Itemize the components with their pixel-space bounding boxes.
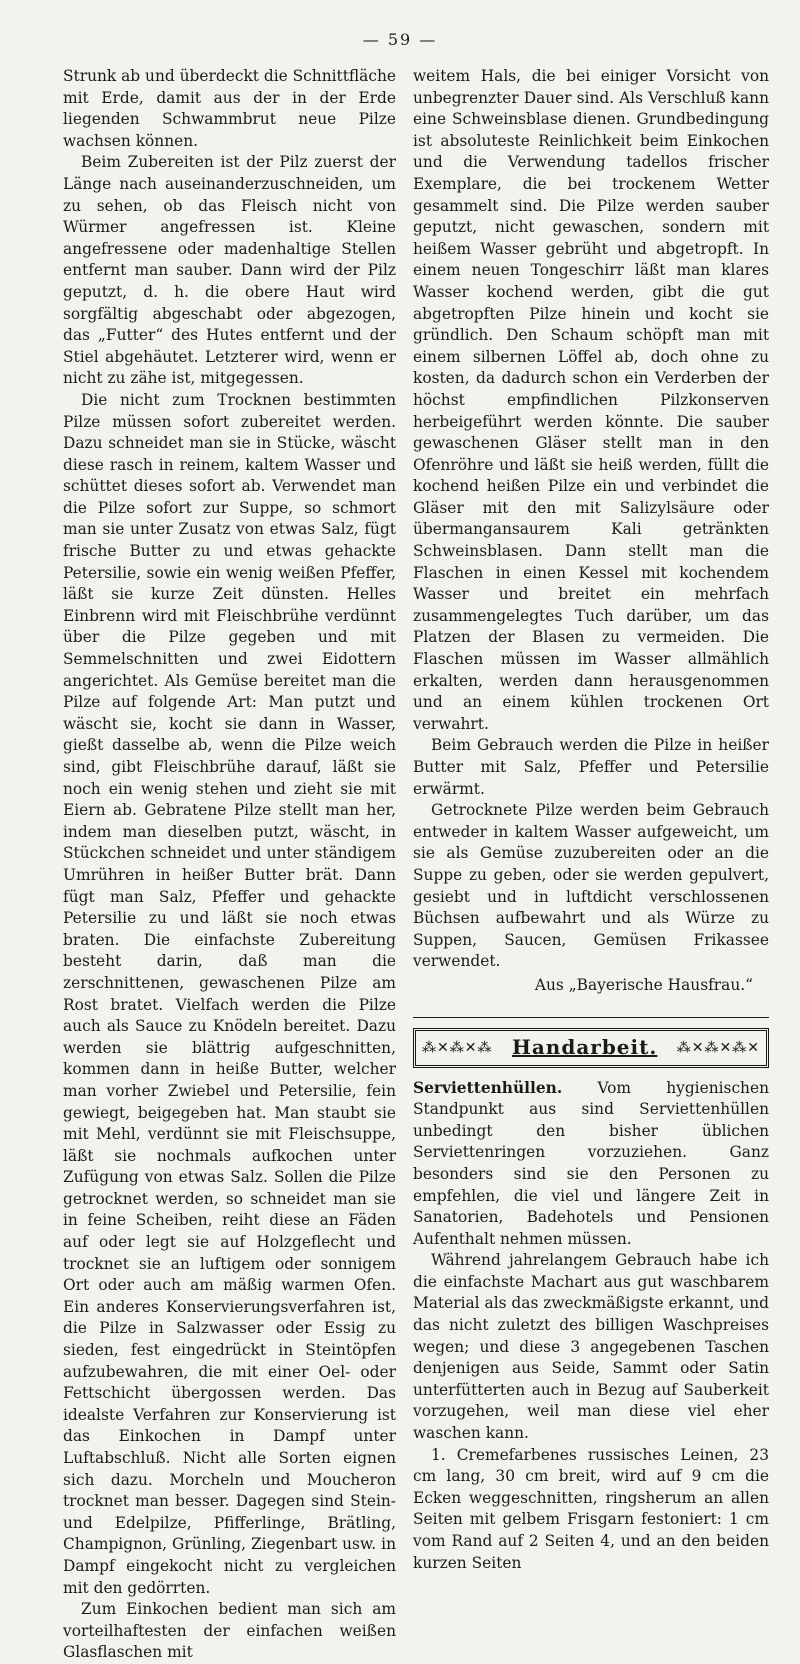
- section-title: Handarbeit.: [511, 1034, 658, 1059]
- paragraph: Beim Gebrauch werden die Pilze in heißer Butter mit Salz, Pfeffer und Petersilie erwärmt.: [413, 736, 769, 798]
- source-credit: Aus „Bayerische Hausfrau.“: [534, 975, 753, 994]
- runin-title: Serviettenhüllen.: [413, 1078, 563, 1097]
- paragraph: Beim Zubereiten ist der Pilz zuerst der Länge nach auseinanderzuschneiden, um zu sehen, ob das Fleisch nicht von Würmer angefressen ist. Kleine angefressene oder madenhaltige Stellen entfernt man sauber. Dann wird der Pilz geputzt, d. h. die obere Haut wird sorgfältig abgeschabt oder abgezogen, das „Futter“ des Hutes entfernt und der Stiel abgehäutet. Letzterer wird, wenn er nicht zu zähe ist, mitgegessen.: [63, 153, 396, 388]
- section-divider: [413, 1017, 769, 1018]
- page-number: — 59 —: [362, 30, 438, 49]
- paragraph: Getrocknete Pilze werden beim Gebrauch entweder in kaltem Wasser aufgeweicht, um sie als Gemüse zuzubereiten oder an die Suppe zu geben, oder sie werden gepulvert, gesiebt und in luftdicht verschlossenen Büchsen aufbewahrt und als Würze zu Suppen, Saucen, Gemüsen Frikassee verwendet.: [413, 801, 769, 971]
- paragraph-text: Vom hygienischen Standpunkt aus sind Serviettenhüllen unbedingt den bisher üblichen Serviettenringen vorzuziehen. Ganz besonders sind sie den Personen zu empfehlen, die viel und längere Zeit in Sanatorien, Badehotels und Pensionen Aufenthalt nehmen müssen.: [413, 1078, 769, 1248]
- paragraph: 1. Cremefarbenes russisches Leinen, 23 cm lang, 30 cm breit, wird auf 9 cm die Ecken weggeschnitten, ringsherum an allen Seiten mit gelbem Frisgarn festoniert: 1 cm vom Rand auf 2 Seiten 4, und an den beiden kurzen Seiten: [413, 1445, 769, 1572]
- paragraph: Zum Einkochen bedient man sich am vorteilhaftesten der einfachen weißen Glasflaschen mit: [63, 1600, 396, 1662]
- ornament-left: ⁂✕⁂✕⁂: [422, 1039, 493, 1056]
- paragraph: [413, 1078, 769, 1251]
- left-column: [63, 66, 396, 1664]
- paragraph: Während jahrelangem Gebrauch habe ich die einfachste Machart aus gut waschbarem Material als das zweckmäßigste erkannt, und das nicht zuletzt des billigen Waschpreises wegen; und diese 3 angegebenen Taschen denjenigen aus Seide, Sammt oder Satin unterfütterten auch in Bezug auf Sauberkeit vorzugehen, weil man diese viel eher waschen kann.: [413, 1251, 769, 1443]
- paragraph: weitem Hals, die bei einiger Vorsicht von unbegrenzter Dauer sind. Als Verschluß kann eine Schweinsblase dienen. Grundbedingung ist absoluteste Reinlichkeit beim Einkochen und die Verwendung tadellos frischer Exemplare, die bei trockenem Wetter gesammelt sind. Die Pilze werden sauber geputzt, nicht gewaschen, sondern mit heißem Wasser gebrüht und abgetropft. In einem neuen Tongeschirr läßt man klares Wasser kochend werden, gibt die gut abgetropften Pilze hinein und kocht sie gründlich. Den Schaum schöpft man mit einem silbernen Löffel ab, doch ohne zu kosten, da dadurch schon ein Verderben der höchst empfindlichen Pilzkonserven herbeigeführt werden könnte. Die sauber gewaschenen Gläser stellt man in den Ofenröhre und läßt sie heiß werden, füllt die kochend heißen Pilze ein und verbindet die Gläser mit den mit Salizylsäure oder übermangansaurem Kali getränkten Schweinsblasen. Dann stellt man die Flaschen in einen Kessel mit kochendem Wasser und breitet ein mehrfach zusammengelegtes Tuch darüber, um das Platzen der Blasen zu vermeiden. Die Flaschen müssen im Wasser allmählich erkalten, werden dann herausgenommen und an einem kühlen trockenen Ort verwahrt.: [413, 67, 769, 733]
- paragraph: Strunk ab und überdeckt die Schnittfläche mit Erde, damit aus der in der Erde liegenden Schwammbrut neue Pilze wachsen können.: [63, 67, 396, 150]
- section-header: [413, 1028, 769, 1068]
- paragraph: Die nicht zum Trocknen bestimmten Pilze müssen sofort zubereitet werden. Dazu schneidet man sie in Stücke, wäscht diese rasch in reinem, kaltem Wasser und schüttet dieses sofort ab. Verwendet man die Pilze sofort zur Suppe, so schmort man sie unter Zusatz von etwas Salz, fügt frische Butter zu und etwas gehackte Petersilie, sowie ein wenig weißen Pfeffer, läßt sie kurze Zeit dünsten. Helles Einbrenn wird mit Fleischbrühe verdünnt über die Pilze gegeben und mit Semmelschnitten und zwei Eidottern angerichtet. Als Gemüse bereitet man die Pilze auf folgende Art: Man putzt und wäscht sie, kocht sie dann in Wasser, gießt dasselbe ab, wenn die Pilze weich sind, gibt Fleischbrühe darauf, läßt sie noch ein wenig stehen und zieht sie mit Eiern ab. Gebratene Pilze stellt man her, indem man dieselben putzt, wäscht, in Stückchen schneidet und unter ständigem Umrühren in heißer Butter brät. Dann fügt man Salz, Pfeffer und gehackte Petersilie zu und läßt sie noch etwas braten. Die einfachste Zubereitung besteht darin, daß man die zerschnittenen, gewaschenen Pilze am Rost bratet. Vielfach werden die Pilze auch als Sauce zu Knödeln bereitet. Dazu werden sie blättrig aufgeschnitten, kommen dann in heiße Butter, welcher man vorher Zwiebel und Petersilie, fein gewiegt, beigegeben hat. Man staubt sie mit Mehl, verdünnt sie mit Fleischsuppe, läßt sie nochmals aufkochen unter Zufügung von etwas Salz. Sollen die Pilze getrocknet werden, so schneidet man sie in feine Scheiben, reiht diese an Fäden auf oder legt sie auf Holzgeflecht und trocknet sie an luftigem oder sonnigem Ort oder auch am mäßig warmen Ofen. Ein anderes Konservierungsverfahren ist, die Pilze in Salzwasser oder Essig zu sieden, fest eingedrückt in Steintöpfen aufzubewahren, die mit einer Oel- oder Fettschicht übergossen werden. Das idealste Verfahren zur Konservierung ist das Einkochen in Dampf unter Luftabschluß. Nicht alle Sorten eignen sich dazu. Morcheln und Moucheron trocknet man besser. Dagegen sind Stein- und Edelpilze, Pfifferlinge, Brätling, Champignon, Grünling, Ziegenbart usw. in Dampf eingekocht nicht zu vergleichen mit den gedörrten.: [63, 390, 396, 1597]
- ornament-right: ⁂✕⁂✕⁂✕: [676, 1039, 760, 1056]
- right-column: [413, 66, 769, 1574]
